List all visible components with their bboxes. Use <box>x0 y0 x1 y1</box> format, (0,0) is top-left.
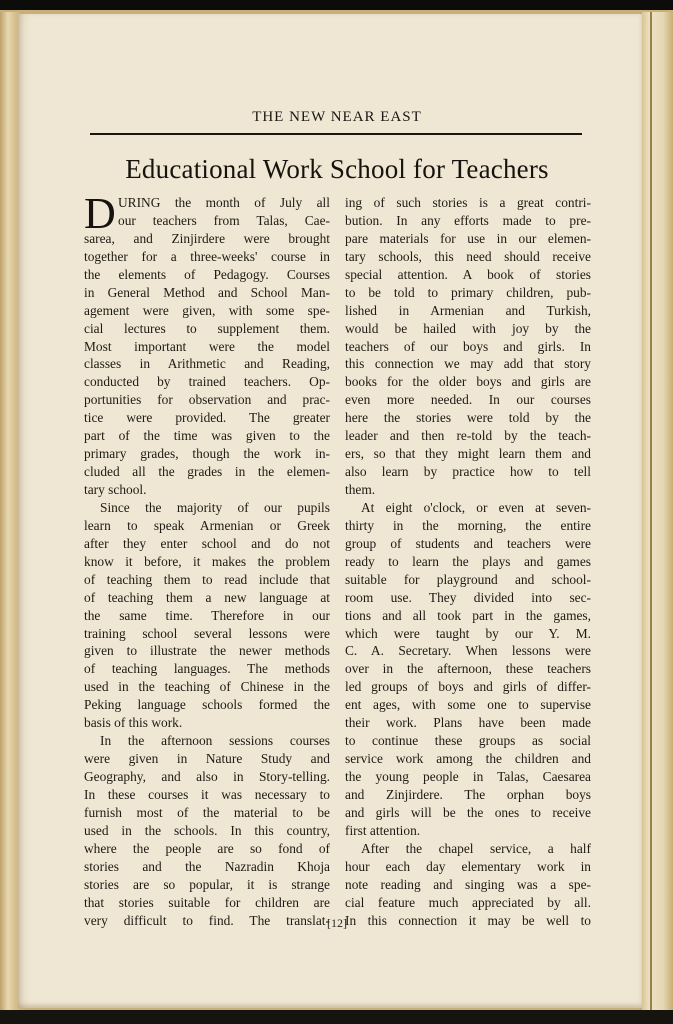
text-line: of teaching them to read include that <box>84 571 330 587</box>
drop-cap: D <box>84 189 116 238</box>
text-line: led groups of boys and girls of differ- <box>345 679 591 695</box>
text-line: even more needed. In our courses <box>345 392 591 408</box>
right-page-edge <box>640 12 673 1012</box>
text-line: teachers of our boys and girls. In <box>345 338 591 354</box>
text-line: training school several lessons were <box>84 625 330 641</box>
text-line: were given in Nature Study and <box>84 751 330 767</box>
text-line: also learn by practice how to tell <box>345 464 591 480</box>
text-line: to continue these groups as social <box>345 733 591 749</box>
text-line: group of students and teachers were <box>345 535 591 551</box>
text-line: hour each day elementary work in <box>345 858 591 874</box>
text-line: know it before, it makes the problem <box>84 553 330 569</box>
text-line: At eight o'clock, or even at seven- <box>361 499 591 515</box>
text-line: ent ages, with some one to supervise <box>345 697 591 713</box>
text-line: the same time. Therefore in our <box>84 607 330 623</box>
text-line: ready to learn the plays and games <box>345 553 591 569</box>
text-line: After the chapel service, a half <box>361 840 591 856</box>
text-line: leader and then re-told by the teach- <box>345 428 591 444</box>
text-line: used in the schools. In this country, <box>84 822 330 838</box>
text-line: learn to speak Armenian or Greek <box>84 517 330 533</box>
magazine-page <box>18 14 642 1008</box>
text-line: furnish most of the material to be <box>84 804 330 820</box>
text-line: room use. They divided into sec- <box>345 589 591 605</box>
text-line: Most important were the model <box>84 338 330 354</box>
text-line: together for a three-weeks' course in <box>84 248 330 264</box>
text-line: books for the older boys and girls are <box>345 374 591 390</box>
text-line: very difficult to find. The translat- <box>84 912 330 928</box>
text-line: tary school. <box>84 482 147 497</box>
text-line: this connection we may add that story <box>345 356 591 372</box>
text-line: portunities for observation and prac- <box>84 392 330 408</box>
text-line: first attention. <box>345 822 421 838</box>
text-line: given to illustrate the newer methods <box>84 643 330 659</box>
text-line: to be told to primary children, pub- <box>345 284 591 300</box>
text-line: the young people in Talas, Caesarea <box>345 769 591 784</box>
drop-cap-block <box>84 189 330 929</box>
text-line: ers, so that they might learn them and <box>345 446 591 462</box>
text-line: them. <box>345 482 376 497</box>
text-line: suitable for playground and school- <box>345 571 591 587</box>
text-line: basis of this work. <box>84 715 183 731</box>
text-line: ing of such stories is a great contri- <box>345 195 591 210</box>
text-line: Since the majority of our pupils <box>100 499 330 515</box>
text-line: in General Method and School Man- <box>84 284 330 300</box>
text-line: URING the month of July all <box>118 195 330 210</box>
text-line: after they enter school and do not <box>84 535 330 551</box>
text-line: bution. In any efforts made to pre- <box>345 212 591 228</box>
text-line: Geography, and also in Story-telling. <box>84 769 330 784</box>
text-line: In this connection it may be well to <box>345 912 591 928</box>
right-column <box>345 194 591 929</box>
text-line: over in the afternoon, these teachers <box>345 661 591 677</box>
header-rule <box>90 133 582 135</box>
text-line: used in the teaching of Chinese in the <box>84 679 330 695</box>
text-line: service work among the children and <box>345 751 591 767</box>
text-line: agement were given, with some spe- <box>84 302 330 318</box>
article-title: Educational Work School for Teachers <box>125 154 549 184</box>
text-line: primary grades, though the work in- <box>84 446 330 462</box>
running-head: THE NEW NEAR EAST <box>252 109 422 125</box>
text-line: classes in Arithmetic and Reading, <box>84 356 330 372</box>
text-line: In these courses it was necessary to <box>84 786 330 802</box>
text-line: pare materials for use in our elemen- <box>345 230 591 246</box>
text-line: cluded all the grades in the elemen- <box>84 464 330 480</box>
text-line: and girls will be the ones to receive <box>345 804 591 820</box>
text-line: their work. Plans have been made <box>345 715 591 731</box>
text-line: special attention. A book of stories <box>345 266 591 282</box>
text-line: the elements of Pedagogy. Courses <box>84 266 330 282</box>
text-line: of teaching them a new language at <box>84 589 330 605</box>
text-line: would be hailed with joy by the <box>345 320 591 336</box>
text-line: note reading and singing was a spe- <box>345 876 591 892</box>
text-line: thirty in the morning, the entire <box>345 517 591 533</box>
scan-bottom-border <box>0 1010 673 1024</box>
left-page-edge <box>0 12 20 1012</box>
text-line: our teachers from Talas, Cae- <box>118 212 330 228</box>
left-column-lines <box>84 189 330 929</box>
text-line: of teaching languages. The methods <box>84 661 330 677</box>
text-line: In the afternoon sessions courses <box>100 733 330 749</box>
text-line: here the stories were told by the <box>345 410 591 426</box>
text-line: cial lectures to supplement them. <box>84 320 330 336</box>
text-line: stories and the Nazradin Khoja <box>84 858 330 874</box>
text-line: part of the time was given to the <box>84 428 330 444</box>
right-column-lines <box>345 194 591 929</box>
text-line: that stories suitable for children are <box>84 894 330 910</box>
text-line: Peking language schools formed the <box>84 697 330 713</box>
text-line: C. A. Secretary. When lessons were <box>345 643 591 659</box>
text-line: stories are so popular, it is strange <box>84 876 330 892</box>
text-line: conducted by trained teachers. Op- <box>84 374 330 390</box>
text-line: where the people are so fond of <box>84 840 330 856</box>
text-line: cial feature much appreciated by all. <box>345 894 591 910</box>
left-column <box>84 189 330 929</box>
page-number: [12] <box>327 916 347 930</box>
text-line: sarea, and Zinjirdere were brought <box>84 230 330 246</box>
text-line: tions and all took part in the games, <box>345 607 591 623</box>
text-line: which were taught by our Y. M. <box>345 625 591 641</box>
text-line: lished in Armenian and Turkish, <box>345 302 591 318</box>
text-line: tary schools, this need should receive <box>345 248 591 264</box>
text-line: and Zinjirdere. The orphan boys <box>345 786 591 802</box>
text-line: tice were provided. The greater <box>84 410 330 426</box>
